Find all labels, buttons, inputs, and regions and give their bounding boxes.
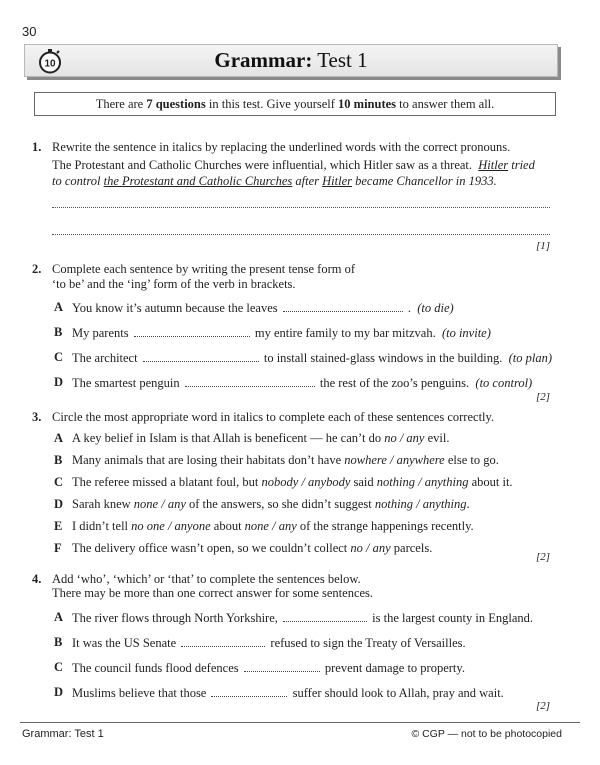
marks-label: [2] <box>535 551 550 563</box>
footer-title: Grammar: Test 1 <box>22 728 104 740</box>
q3-sentence: Many animals that are losing their habitats don’t have nowhere / anywhere else to go. <box>72 453 499 467</box>
answer-line[interactable] <box>52 207 550 208</box>
option-letter: D <box>54 375 64 389</box>
option-letter: B <box>54 325 63 339</box>
option-letter: C <box>54 475 64 489</box>
marks-label: [1] <box>535 240 550 252</box>
q1-sentence-line-2: to control the Protestant and Catholic Churches after Hitler became Chancellor in 1933. <box>52 174 497 188</box>
option-letter: A <box>54 300 64 314</box>
option-letter: D <box>54 497 64 511</box>
option-letter: F <box>54 541 62 555</box>
q2-sentence: You know it’s autumn because the leaves . (to die) <box>72 301 454 315</box>
option-letter: A <box>54 431 64 445</box>
blank-field[interactable] <box>211 685 287 697</box>
option-letter: C <box>54 350 64 364</box>
marks-label: [2] <box>535 700 550 712</box>
option-letter: B <box>54 635 63 649</box>
q1-sentence-line-1: The Protestant and Catholic Churches were influential, which Hitler saw as a threat. Hitler tried <box>52 158 535 172</box>
blank-field[interactable] <box>283 610 367 622</box>
q4-prompt-line-2: There may be more than one correct answer for some sentences. <box>52 586 374 600</box>
blank-field[interactable] <box>185 375 315 387</box>
timer-label: 10 <box>44 58 56 70</box>
q4-sentence: It was the US Senate refused to sign the Treaty of Versailles. <box>72 636 466 650</box>
q2-sentence: The smartest penguin the rest of the zoo’s penguins. (to control) <box>72 376 533 390</box>
title-banner <box>24 44 558 77</box>
option-letter: B <box>54 453 63 467</box>
blank-field[interactable] <box>181 635 265 647</box>
answer-line[interactable] <box>52 234 550 235</box>
blank-field[interactable] <box>134 325 250 337</box>
q3-sentence: The referee missed a blatant foul, but nobody / anybody said nothing / anything about it. <box>72 475 513 489</box>
blank-field[interactable] <box>283 300 403 312</box>
option-letter: D <box>54 685 64 699</box>
q3-sentence: The delivery office wasn’t open, so we couldn’t collect no / any parcels. <box>72 541 433 555</box>
page-number: 30 <box>22 24 37 39</box>
option-letter: E <box>54 519 63 533</box>
q3-sentence: I didn’t tell no one / anyone about none / any of the strange happenings recently. <box>72 519 474 533</box>
q2-sentence: The architect to install stained-glass windows in the building. (to plan) <box>72 351 553 365</box>
q4-sentence: Muslims believe that those suffer should look to Allah, pray and wait. <box>72 686 504 700</box>
q4-sentence: The river flows through North Yorkshire, is the largest county in England. <box>72 611 533 625</box>
blank-field[interactable] <box>244 660 320 672</box>
q4-sentence: The council funds flood defences prevent damage to property. <box>72 661 465 675</box>
blank-field[interactable] <box>143 350 259 362</box>
q3-sentence: Sarah knew none / any of the answers, so she didn’t suggest nothing / anything. <box>72 497 470 511</box>
footer-copyright: © CGP — not to be photocopied <box>411 728 562 740</box>
footer-divider <box>20 722 580 723</box>
q2-prompt-line-2: ‘to be’ and the ‘ing’ form of the verb in brackets. <box>52 277 296 291</box>
option-letter: A <box>54 610 64 624</box>
instructions-box: There are 7 questions in this test. Give yourself 10 minutes to answer them all. <box>34 92 556 116</box>
option-letter: C <box>54 660 64 674</box>
q2-sentence: My parents my entire family to my bar mitzvah. (to invite) <box>72 326 491 340</box>
page-title: Grammar: Test 1 <box>214 48 368 72</box>
q3-sentence: A key belief in Islam is that Allah is beneficent — he can’t do no / any evil. <box>72 431 450 445</box>
marks-label: [2] <box>535 391 550 403</box>
